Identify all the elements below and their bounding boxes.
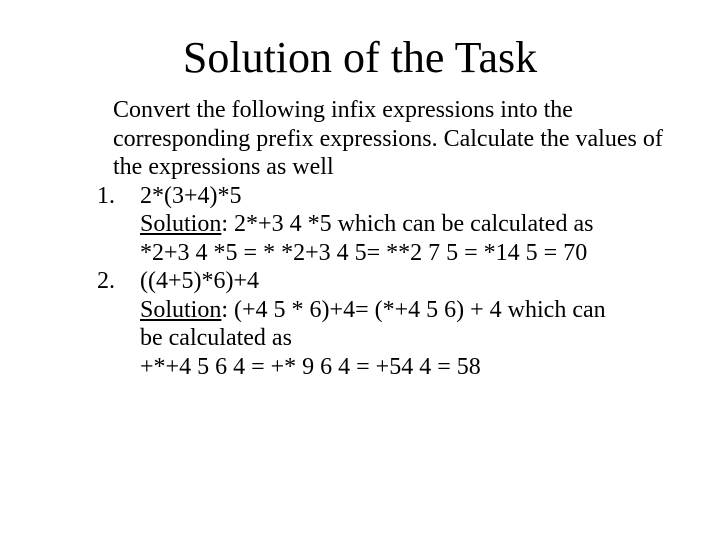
solution-line: *2+3 4 *5 = * *2+3 4 5= **2 7 5 = *14 5 = 70 bbox=[140, 239, 588, 266]
task-description: Convert the following infix expressions into the corresponding prefix expressions. Calculate the values of the expressions as well bbox=[113, 97, 663, 180]
item-number: 2. bbox=[97, 268, 115, 294]
list-item-1 bbox=[0, 182, 720, 268]
solution-line: : (+4 5 * 6)+4= (*+4 5 6) + 4 which can bbox=[221, 296, 606, 323]
infix-expression: ((4+5)*6)+4 bbox=[140, 268, 260, 294]
list-item-2 bbox=[0, 267, 720, 381]
solution-label: Solution bbox=[140, 211, 222, 237]
solution-block bbox=[140, 296, 685, 382]
solution-line: be calculated as bbox=[140, 325, 292, 351]
solution-block bbox=[140, 210, 685, 267]
slide-body bbox=[0, 96, 720, 381]
solution-line: : 2*+3 4 *5 which can be calculated as bbox=[221, 211, 594, 237]
item-number: 1. bbox=[97, 182, 115, 209]
solution-line: +*+4 5 6 4 = +* 9 6 4 = +54 4 = 58 bbox=[140, 353, 481, 380]
solution-label: Solution bbox=[140, 296, 222, 323]
slide-title: Solution of the Task bbox=[182, 33, 538, 82]
infix-expression: 2*(3+4)*5 bbox=[140, 182, 242, 209]
